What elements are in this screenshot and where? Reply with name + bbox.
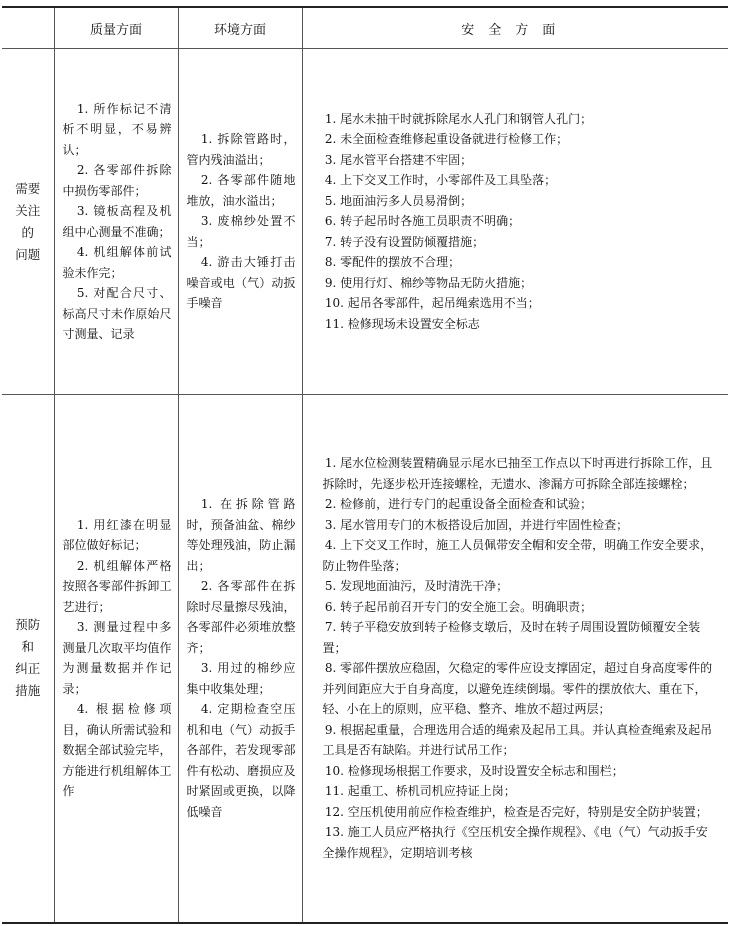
hazard-table xyxy=(2,6,728,924)
list-item: 8. 零配件的摆放不合理； xyxy=(324,255,461,270)
issues-environment-cell xyxy=(178,49,302,395)
list-item: 6. 转子起吊前召开专门的安全施工会。明确职责； xyxy=(324,599,593,614)
list-item: 3. 用过的棉纱应集中收集处理； xyxy=(186,661,296,696)
list-item: 3. 镜板高程及机组中心测量不准确； xyxy=(62,204,172,239)
row-label-line: 需要 xyxy=(15,180,41,196)
list-item: 1. 尾水位检测装置精确显示尾水已抽至工作点以下时再进行拆除工作，且拆除时，先逐步松开连接螺栓，无遗水、渗漏方可拆除全部连接螺栓； xyxy=(322,456,713,491)
list-item: 12. 空压机使用前应作检查维护，检查是否完好，特别是安全防护装置； xyxy=(324,804,708,819)
table-row-issues xyxy=(2,49,728,395)
row-label-line: 关注 xyxy=(15,202,41,218)
list-item: 6. 转子起吊时各施工员职责不明确； xyxy=(324,214,521,229)
list-item: 5. 地面油污多人员易滑倒； xyxy=(324,193,473,208)
row-label-line: 措施 xyxy=(15,683,41,699)
measures-safety-cell xyxy=(302,395,728,923)
row-label-measures xyxy=(2,395,54,923)
header-safety: 安全方面 xyxy=(302,7,728,49)
list-item: 9. 根据起重量，合理选用合适的绳索及起吊工具。并认真检查绳索及起吊工具是否有缺陷。并进行试吊工作； xyxy=(322,722,713,758)
row-label-line: 的 xyxy=(21,224,34,240)
list-item: 4. 机组解体前试验未作完； xyxy=(62,245,172,280)
list-item: 5. 对配合尺寸、标高尺寸未作原始尺寸测量、记录 xyxy=(62,286,172,341)
list-item: 5. 发现地面油污，及时清洗干净； xyxy=(324,579,509,594)
list-item: 2. 各零部件在拆除时尽量擦尽残油，各零部件必须堆放整齐； xyxy=(186,579,296,655)
list-item: 3. 尾水管用专门的木板搭设后加固，并进行牢固性检查； xyxy=(324,517,629,532)
issues-quality-cell xyxy=(54,49,178,395)
list-item: 4. 上下交叉工作时，小零部件及工具坠落； xyxy=(324,173,557,188)
list-item: 4. 定期检查空压机和电（气）动扳手各部件，若发现零部件有松动、磨损应及时紧固或更换，以降低噪音 xyxy=(186,702,296,819)
list-item: 2. 各零部件随地堆放，油水溢出； xyxy=(186,173,296,208)
measures-quality-cell xyxy=(54,395,178,923)
list-item: 8. 零部件摆放应稳固，欠稳定的零件应设支撑固定，超过自身高度零件的并列间距应大于自身高度，以避免连续倒塌。零件的摆放依大、重在下，轻、小在上的原则，应平稳、整齐、堆放不超过两层； xyxy=(322,661,713,717)
header-blank xyxy=(2,7,54,49)
list-item: 4. 上下交叉工作时，施工人员佩带安全帽和安全带，明确工作安全要求，防止物件坠落； xyxy=(322,538,713,573)
list-item: 1. 用红漆在明显部位做好标记； xyxy=(62,517,172,553)
list-item: 10. 检修现场根据工作要求，及时设置安全标志和围栏； xyxy=(324,763,624,778)
header-row xyxy=(2,7,728,49)
list-item: 10. 起吊各零部件，起吊绳索选用不当； xyxy=(324,296,540,311)
row-label-line: 预防 xyxy=(15,617,41,633)
table-row-measures xyxy=(2,395,728,923)
list-item: 1. 拆除管路时，管内残油溢出； xyxy=(186,132,296,167)
list-item: 11. 检修现场未设置安全标志 xyxy=(324,316,480,331)
header-quality: 质量方面 xyxy=(54,7,178,49)
list-item: 2. 未全面检查维修起重设备就进行检修工作； xyxy=(324,132,569,147)
row-label-line: 纠正 xyxy=(15,661,41,677)
row-label-line: 和 xyxy=(21,639,34,655)
list-item: 9. 使用行灯、棉纱等物品无防火措施； xyxy=(324,275,533,290)
row-label-issues xyxy=(2,49,54,395)
list-item: 3. 废棉纱处置不当； xyxy=(186,214,296,249)
measures-environment-cell xyxy=(178,395,302,923)
list-item: 1. 尾水未抽干时就拆除尾水人孔门和钢管人孔门； xyxy=(324,111,593,126)
list-item: 3. 测量过程中多测量几次取平均值作为测量数据并作记录； xyxy=(62,620,172,696)
header-environment: 环境方面 xyxy=(178,7,302,49)
list-item: 7. 转子没有设置防倾覆措施； xyxy=(324,234,485,249)
row-label-line: 问题 xyxy=(15,246,41,262)
list-item: 11. 起重工、桥机司机应持证上岗； xyxy=(324,784,516,799)
list-item: 3. 尾水管平台搭建不牢固； xyxy=(324,152,473,167)
list-item: 2. 各零部件拆除中损伤零部件； xyxy=(62,163,172,198)
list-item: 1. 在拆除管路时，预备油盆、棉纱等处理残油，防止漏出； xyxy=(186,497,296,573)
list-item: 1. 所作标记不清析不明显，不易辨认； xyxy=(62,101,172,157)
list-item: 4. 游击大锤打击噪音或电（气）动扳手噪音 xyxy=(186,255,296,311)
list-item: 4. 根据检修项目，确认所需试验和数据全部试验完毕，方能进行机组解体工作 xyxy=(62,702,172,799)
list-item: 2. 机组解体严格按照各零部件拆卸工艺进行； xyxy=(62,558,172,614)
list-item: 2. 检修前，进行专门的起重设备全面检查和试验； xyxy=(324,497,593,512)
list-item: 7. 转子平稳安放到转子检修支墩后，及时在转子周围设置防倾覆安全装置； xyxy=(322,620,701,655)
list-item: 13. 施工人员应严格执行《空压机安全操作规程》、《电（气）气动扳手安全操作规程》，定期培训考核 xyxy=(322,825,708,860)
issues-safety-cell xyxy=(302,49,728,395)
